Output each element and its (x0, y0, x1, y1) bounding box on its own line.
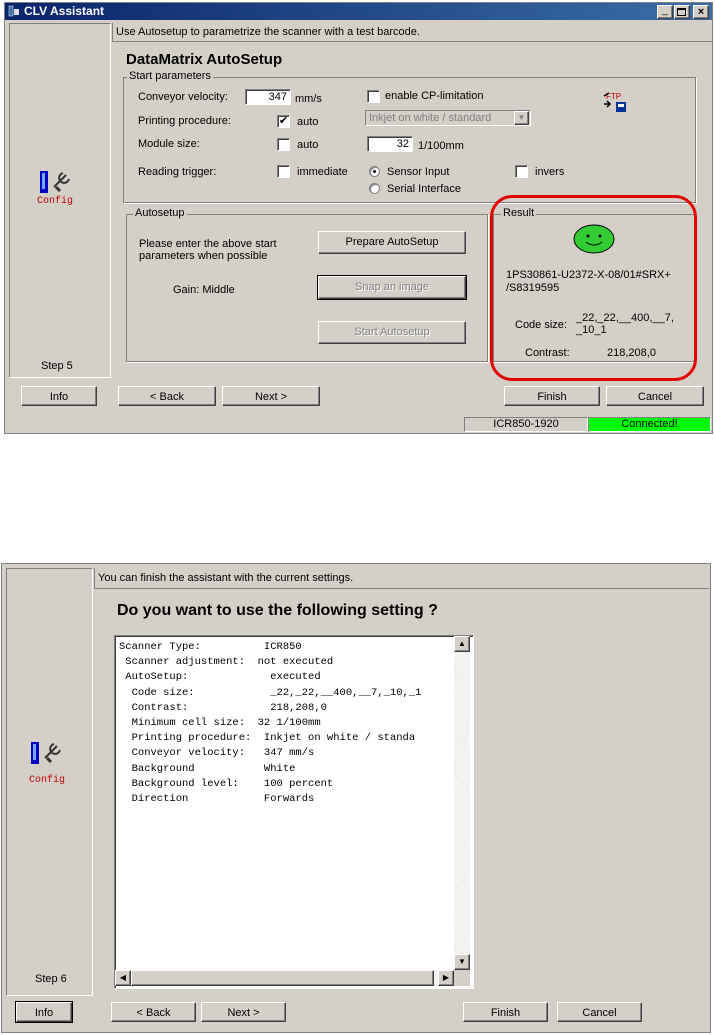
close-button[interactable]: × (693, 5, 709, 19)
config-icon (38, 169, 82, 199)
autosetup-instruction: Please enter the above start parameters when possible (139, 238, 277, 262)
hint-bar (94, 568, 709, 589)
settings-line: Background White (119, 762, 296, 775)
hint-text: You can finish the assistant with the current settings. (98, 572, 354, 584)
settings-line: Minimum cell size: 32 1/100mm (119, 717, 321, 730)
info-button[interactable]: Info (16, 1002, 72, 1022)
hint-text: Use Autosetup to parametrize the scanner with a test barcode. (116, 26, 420, 38)
next-button[interactable]: Next > (222, 386, 320, 406)
back-button[interactable]: < Back (111, 1002, 196, 1022)
settings-line: Printing procedure: Inkjet on white / standa (119, 732, 416, 745)
start-parameters-label: Start parameters (129, 70, 211, 82)
cancel-button[interactable]: Cancel (557, 1002, 642, 1022)
cp-limitation-label: enable CP-limitation (385, 90, 484, 102)
horizontal-scrollbar[interactable] (115, 970, 454, 986)
scroll-thumb[interactable] (131, 970, 434, 986)
module-size-input[interactable]: 32 (367, 136, 413, 152)
code-size-label: Code size: (515, 319, 567, 331)
maximize-button[interactable] (674, 5, 690, 19)
ftp-transfer-icon[interactable] (602, 90, 632, 114)
hint-bar (112, 23, 713, 42)
config-label: Config (37, 196, 74, 207)
scroll-left-button[interactable]: ◀ (115, 970, 131, 986)
serial-interface-radio[interactable] (369, 183, 380, 194)
immediate-label: immediate (297, 166, 348, 178)
settings-line: Code size: _22,_22,__400,__7,_10,_1 (119, 686, 422, 699)
scroll-up-button[interactable]: ▲ (454, 636, 470, 652)
invers-label: invers (535, 166, 565, 178)
conveyor-velocity-label: Conveyor velocity: (138, 91, 228, 103)
finish-window (1, 563, 711, 1033)
settings-line: Scanner adjustment: not executed (119, 656, 334, 669)
conveyor-velocity-input[interactable]: 347 (245, 89, 291, 105)
side-panel (6, 568, 93, 996)
step-label: Step 5 (41, 360, 73, 372)
cp-limitation-checkbox[interactable] (367, 90, 380, 103)
next-button[interactable]: Next > (201, 1002, 286, 1022)
side-panel (9, 23, 111, 378)
info-button[interactable]: Info (21, 386, 97, 406)
reading-trigger-label: Reading trigger: (138, 166, 217, 178)
module-size-label: Module size: (138, 138, 200, 150)
svg-text:FTP: FTP (606, 92, 622, 101)
contrast-value: 218,208,0 (607, 347, 656, 359)
module-auto-label: auto (297, 139, 319, 151)
settings-textarea[interactable] (114, 635, 474, 989)
code-size-value-2: _10_1 (576, 324, 607, 336)
settings-line: Direction Forwards (119, 793, 315, 806)
status-connection: Connected! (588, 417, 711, 432)
step-label: Step 6 (35, 973, 67, 985)
page-title: DataMatrix AutoSetup (126, 51, 283, 68)
module-auto-checkbox[interactable] (277, 138, 290, 151)
printing-auto-checkbox[interactable]: ✔ (278, 115, 289, 127)
scroll-corner (454, 970, 470, 986)
immediate-checkbox[interactable] (277, 165, 290, 178)
module-size-unit: 1/100mm (418, 140, 464, 152)
settings-line: Scanner Type: ICR850 (119, 641, 302, 653)
sensor-input-radio[interactable] (369, 166, 380, 177)
invers-checkbox[interactable] (515, 165, 528, 178)
clv-assistant-window (4, 2, 713, 434)
app-icon (8, 5, 20, 17)
contrast-label: Contrast: (525, 347, 570, 359)
code-size-value-1: _22,_22,__400,__7, (576, 312, 674, 324)
finish-button[interactable]: Finish (463, 1002, 548, 1022)
scroll-down-button[interactable]: ▼ (454, 954, 470, 970)
autosetup-label: Autosetup (135, 207, 185, 219)
scroll-right-button[interactable]: ▶ (438, 970, 454, 986)
cancel-button[interactable]: Cancel (606, 386, 704, 406)
chevron-down-icon[interactable]: ▼ (514, 111, 529, 125)
gain-label: Gain: Middle (173, 284, 235, 296)
config-icon (29, 740, 73, 770)
page-title: Do you want to use the following setting ? (117, 602, 438, 619)
finish-button[interactable]: Finish (504, 386, 600, 406)
printing-procedure-select[interactable] (365, 110, 531, 126)
sensor-input-label: Sensor Input (387, 166, 450, 178)
settings-line: AutoSetup: executed (119, 671, 321, 684)
printing-auto-label: auto (297, 116, 319, 128)
serial-interface-label: Serial Interface (387, 183, 461, 195)
snap-image-button[interactable]: Snap an image (318, 276, 466, 299)
decoded-code-line2: /S8319595 (506, 282, 560, 294)
result-highlight-circle (490, 195, 697, 381)
settings-line: Contrast: 218,208,0 (119, 701, 327, 714)
title-bar[interactable] (5, 3, 712, 20)
minimize-button[interactable]: _ (657, 5, 673, 19)
settings-line: Background level: 100 percent (119, 777, 334, 790)
config-label: Config (29, 775, 66, 786)
printing-procedure-value: Inkjet on white / standard (369, 112, 492, 124)
decoded-code-line1: 1PS30861-U2372-X-08/01#SRX+ (506, 269, 671, 281)
result-label: Result (503, 207, 535, 219)
settings-text (119, 640, 421, 807)
settings-line: Conveyor velocity: 347 mm/s (119, 747, 315, 760)
window-title: CLV Assistant (24, 4, 105, 18)
printing-procedure-label: Printing procedure: (138, 115, 231, 127)
prepare-autosetup-button[interactable]: Prepare AutoSetup (318, 231, 466, 254)
back-button[interactable]: < Back (118, 386, 216, 406)
vertical-scrollbar[interactable] (454, 636, 470, 970)
status-device: ICR850-1920 (464, 417, 588, 432)
start-autosetup-button[interactable]: Start Autosetup (318, 321, 466, 344)
conveyor-unit: mm/s (295, 93, 322, 105)
